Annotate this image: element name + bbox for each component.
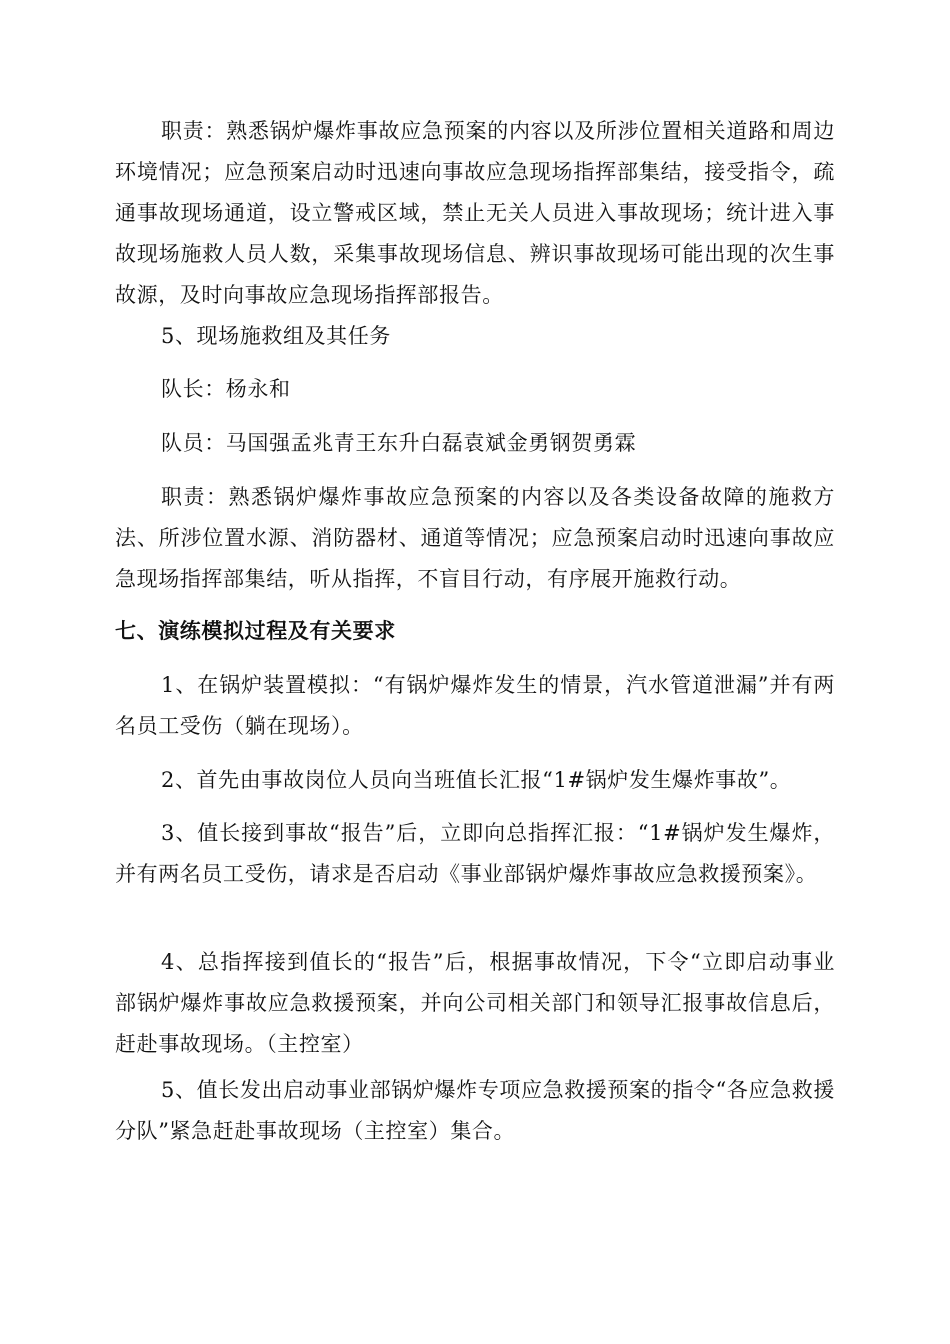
team-members: 队员：马国强孟兆青王东升白磊袁斌金勇钢贺勇霖 <box>161 431 637 455</box>
duties-paragraph-2: 职责：熟悉锅炉爆炸事故应急预案的内容以及各类设备故障的施救方法、所涉位置水源、消防器材、通道等情况；应急预案启动时迅速向事故应急现场指挥部集结，听从指挥，不盲目行动，有序展开施救行动。 <box>115 485 835 591</box>
step-2: 2、首先由事故岗位人员向当班值长汇报“1#锅炉发生爆炸事故”。 <box>161 768 792 792</box>
step-4: 4、总指挥接到值长的“报告”后，根据事故情况，下令“立即启动事业部锅炉爆炸事故应急救援预案，并向公司相关部门和领导汇报事故信息后，赶赴事故现场。（主控室） <box>115 950 835 1056</box>
team-leader: 队长：杨永和 <box>161 377 291 401</box>
step-5: 5、值长发出启动事业部锅炉爆炸专项应急救援预案的指令“各应急救援分队”紧急赶赴事故现场（主控室）集合。 <box>115 1078 835 1143</box>
duties-paragraph-1: 职责：熟悉锅炉爆炸事故应急预案的内容以及所涉位置相关道路和周边环境情况；应急预案启动时迅速向事故应急现场指挥部集结，接受指令，疏通事故现场通道，设立警戒区域，禁止无关人员进入事故现场；统计进入事故现场施救人员人数，采集事故现场信息、辨识事故现场可能出现的次生事故源，及时向事故应急现场指挥部报告。 <box>115 119 835 307</box>
section-5-title: 5、现场施救组及其任务 <box>161 324 391 348</box>
section-heading-7: 七、演练模拟过程及有关要求 <box>115 619 396 643</box>
step-3: 3、值长接到事故“报告”后，立即向总指挥汇报：“1#锅炉发生爆炸，并有两名员工受伤，请求是否启动《事业部锅炉爆炸事故应急救援预案》。 <box>115 821 835 886</box>
step-1: 1、在锅炉装置模拟：“有锅炉爆炸发生的情景，汽水管道泄漏”并有两名员工受伤（躺在现场）。 <box>115 673 835 738</box>
